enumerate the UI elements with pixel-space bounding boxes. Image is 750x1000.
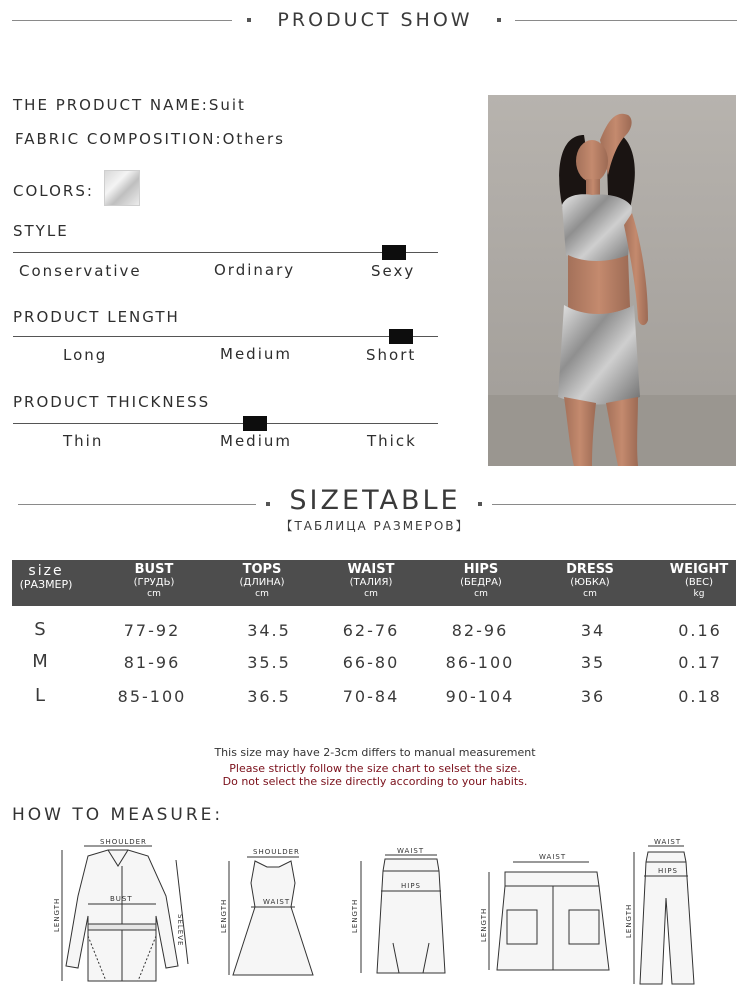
dress-length-label: LENGTH — [220, 898, 228, 933]
sizetable-title: SIZETABLE — [289, 485, 461, 516]
header-rule-right — [515, 20, 737, 21]
table-cell-waist: 66-80 — [342, 653, 400, 672]
pants-measure-diagram — [622, 838, 702, 990]
scale-label-long: Long — [63, 346, 108, 364]
sizetable-dot-right — [478, 502, 482, 506]
scale-label-ordinary: Ordinary — [214, 261, 296, 279]
table-cell-size: M — [32, 651, 48, 672]
scale-line-thickness — [13, 423, 438, 424]
scale-title-length: PRODUCT LENGTH — [13, 308, 180, 326]
how-to-measure-title: HOW TO MEASURE: — [12, 805, 224, 825]
scale-label-thick: Thick — [367, 432, 417, 450]
table-cell-size: S — [34, 619, 46, 640]
warning-note-1: Please strictly follow the size chart to selset the size. — [229, 762, 521, 775]
jacket-shoulder-label: SHOULDER — [100, 838, 147, 846]
scale-line-style — [13, 252, 438, 253]
table-cell-bust: 85-100 — [117, 687, 187, 706]
header-dot-right — [497, 18, 501, 22]
scale-label-medium-length: Medium — [220, 345, 292, 363]
color-swatch-silver[interactable] — [104, 170, 140, 206]
table-cell-hips: 86-100 — [445, 653, 515, 672]
table-cell-weight: 0.17 — [678, 653, 722, 672]
sizetable-rule-right — [492, 504, 736, 505]
scale-marker-length — [389, 329, 413, 344]
model-figure-image — [488, 95, 736, 466]
product-photo — [488, 95, 736, 466]
col-header-bust: BUST (ГРУДЬ) cm — [133, 562, 175, 599]
table-cell-tops: 35.5 — [247, 653, 291, 672]
skirt-waist-label: WAIST — [397, 847, 425, 855]
colors-label: COLORS: — [13, 182, 94, 200]
scale-marker-thickness — [243, 416, 267, 431]
col-header-size: size (РАЗМЕР) — [19, 563, 73, 591]
table-cell-waist: 70-84 — [342, 687, 400, 706]
skirt-hips-label: HIPS — [401, 882, 421, 890]
warning-note-2: Do not select the size directly according to your habits. — [222, 775, 528, 788]
table-cell-hips: 90-104 — [445, 687, 515, 706]
jacket-length-label: LENGTH — [53, 897, 61, 932]
table-cell-dress: 36 — [580, 687, 606, 706]
table-cell-dress: 35 — [580, 653, 606, 672]
scale-label-medium-thickness: Medium — [220, 432, 292, 450]
table-cell-bust: 77-92 — [123, 621, 181, 640]
pants-length-label: LENGTH — [625, 903, 633, 938]
col-header-waist: WAIST (ТАЛИЯ) cm — [347, 562, 395, 599]
table-cell-weight: 0.18 — [678, 687, 722, 706]
page-title: PRODUCT SHOW — [277, 9, 473, 31]
scale-label-sexy: Sexy — [371, 262, 416, 280]
col-header-weight: WEIGHT (ВЕС) kg — [669, 562, 729, 599]
scale-title-style: STYLE — [13, 222, 69, 240]
scale-label-short: Short — [366, 346, 417, 364]
scale-title-thickness: PRODUCT THICKNESS — [13, 393, 211, 411]
table-cell-dress: 34 — [580, 621, 606, 640]
jacket-bust-label: BUST — [110, 895, 133, 903]
jacket-sleeve-label: SELEVE — [176, 914, 184, 947]
col-header-dress: DRESS (ЮБКА) cm — [566, 562, 614, 599]
table-cell-tops: 34.5 — [247, 621, 291, 640]
size-table-header — [12, 560, 736, 606]
scale-line-length — [13, 336, 438, 337]
mini-skirt-waist-label: WAIST — [539, 853, 567, 861]
table-cell-weight: 0.16 — [678, 621, 722, 640]
pants-hips-label: HIPS — [658, 867, 678, 875]
table-cell-hips: 82-96 — [451, 621, 509, 640]
skirt-length-label: LENGTH — [351, 898, 359, 933]
table-cell-waist: 62-76 — [342, 621, 400, 640]
dress-measure-diagram — [215, 843, 330, 983]
jacket-measure-diagram — [48, 836, 203, 991]
sizetable-subtitle: 【ТАБЛИЦА РАЗМЕРОВ】 — [280, 519, 470, 533]
measurement-note: This size may have 2-3cm differs to manual measurement — [214, 746, 536, 759]
product-name: THE PRODUCT NAME:Suit — [13, 96, 246, 114]
table-cell-size: L — [34, 685, 46, 706]
dress-shoulder-label: SHOULDER — [253, 848, 300, 856]
dress-waist-label: WAIST — [263, 898, 291, 906]
scale-marker-style — [382, 245, 406, 260]
col-header-tops: TOPS (ДЛИНА) cm — [239, 562, 285, 599]
mini-skirt-measure-diagram — [475, 850, 615, 980]
scale-label-conservative: Conservative — [19, 262, 142, 280]
scale-label-thin: Thin — [63, 432, 104, 450]
table-cell-bust: 81-96 — [123, 653, 181, 672]
table-cell-tops: 36.5 — [247, 687, 291, 706]
mini-skirt-length-label: LENGTH — [480, 907, 488, 942]
pants-waist-label: WAIST — [654, 838, 682, 846]
skirt-measure-diagram — [345, 847, 455, 982]
col-header-hips: HIPS (БЕДРА) cm — [460, 562, 502, 599]
fabric-composition: FABRIC COMPOSITION:Others — [15, 130, 285, 148]
